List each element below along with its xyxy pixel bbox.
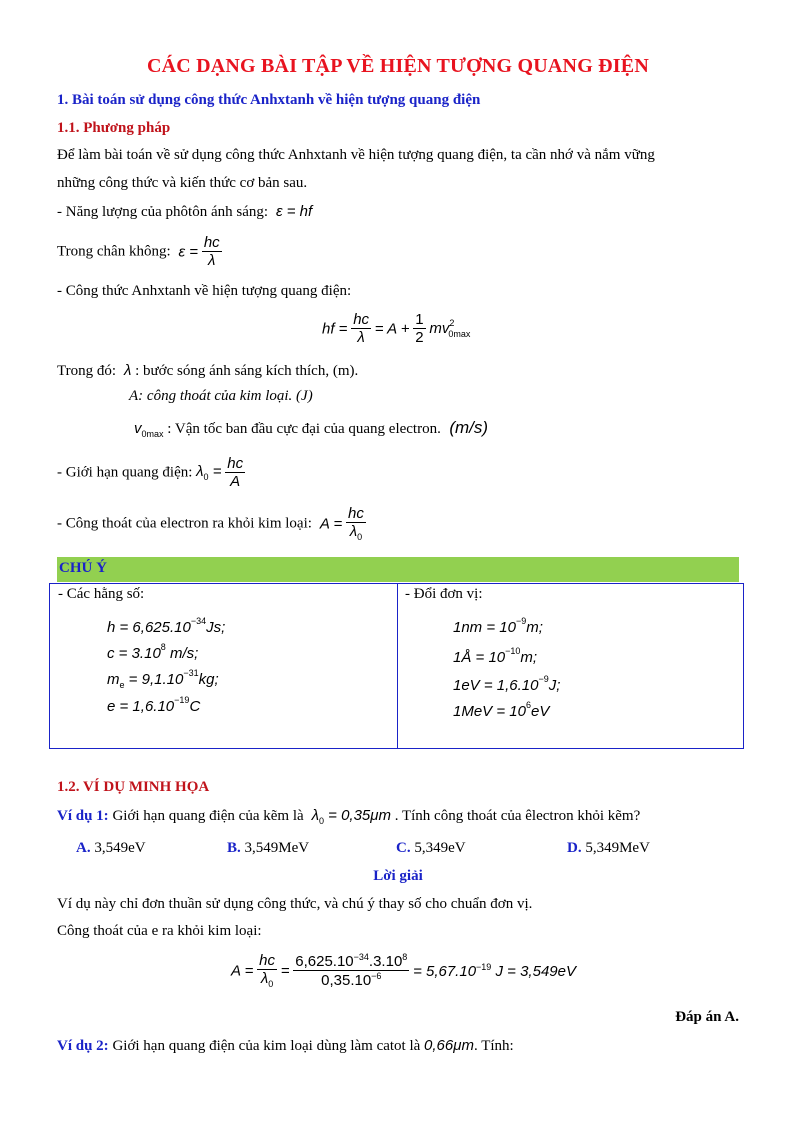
formula-einstein: hf = $\frac{hc}{\lambda}$ = A + $\frac{1}{2}$ $mv^2_{0max}$ [322, 311, 471, 347]
example-1-text-a: Giới hạn quang điện của kẽm là [112, 808, 304, 824]
example-2-value: 0,66 [424, 1037, 454, 1054]
unit-mev: $1MeV = 10^6eV$ [453, 700, 550, 720]
formula-hc-over-lambda: $\frac{hc}{\lambda}$ [203, 234, 220, 270]
option-d[interactable]: D. 5,349MeV [567, 840, 650, 856]
v-description: : Vận tốc ban đầu cực đại của quang electron. [167, 421, 441, 437]
section-1-heading: 1. Bài toán sử dụng công thức Anhxtanh về hiện tượng quang điện [57, 92, 481, 108]
solution-label: Lời giải [373, 868, 423, 884]
unit-angstrom: 1Å = $10^{-10}m$; [453, 646, 538, 666]
where-lambda-line: Trong đó: λ : bước sóng ánh sáng kích thích, (m). [57, 362, 359, 379]
photon-energy-line [57, 203, 312, 221]
unit-ev: $1eV = 1,6.10^{-9}J$; [453, 674, 561, 694]
lambda-description: : bước sóng ánh sáng kích thích, (m). [135, 363, 359, 379]
solution-line-1: Ví dụ này chỉ đơn thuần sử dụng công thức, và chú ý thay số cho chuẩn đơn vị. [57, 896, 533, 912]
section-1-2-heading: 1.2. VÍ DỤ MINH HỌA [57, 779, 210, 795]
page-title: CÁC DẠNG BÀI TẬP VỀ HIỆN TƯỢNG QUANG ĐIỆN [147, 55, 649, 77]
limit-label: - Giới hạn quang điện: [57, 464, 193, 481]
limit-line: - Giới hạn quang điện: $\lambda_0$ = $\frac{hc}{A}$ [57, 455, 244, 491]
example-2-label: Ví dụ 2: [57, 1038, 109, 1054]
einstein-label: - Công thức Anhxtanh về hiện tượng quang điện: [57, 283, 352, 299]
example-2-text-b: . Tính: [473, 1038, 514, 1054]
table-divider [397, 584, 398, 748]
work-function-label: - Công thoát của electron ra khỏi kim loại: [57, 515, 312, 532]
units-label: - Đổi đơn vị: [405, 586, 483, 602]
note-table [49, 583, 744, 749]
A-description: A: công thoát của kim loại. (J) [129, 388, 313, 404]
example-1-text-b: . Tính công thoát của êlectron khỏi kẽm? [394, 808, 641, 824]
option-a[interactable]: A. 3,549eV [76, 840, 146, 856]
unit-nm: $1nm = 10^{-9}m$; [453, 616, 543, 636]
photon-energy-label: - Năng lượng của phôtôn ánh sáng: [57, 204, 269, 220]
constants-label: - Các hằng số: [58, 586, 145, 602]
solution-line-2: Công thoát của e ra khỏi kim loại: [57, 923, 262, 939]
const-c: $c = 3.10^8$ m/s; [107, 642, 199, 662]
example-1-label: Ví dụ 1: [57, 808, 109, 824]
option-c[interactable]: C. 5,349eV [396, 840, 466, 856]
formula-solution: A = $\frac{hc}{\lambda_0}$ = $\frac{6,625.10^{-34}.3.10^8}{0,35.10^{-6}}$ = $5,67.10^{-19}$ J = 3,549eV [231, 952, 576, 990]
example-2-question: Ví dụ 2: Giới hạn quang điện của kim loại dùng làm catot là 0,66μm. Tính: [57, 1037, 514, 1054]
formula-energy: ε = hf [271, 203, 313, 220]
work-function-line: - Công thoát của electron ra khỏi kim loại: A = $\frac{hc}{\lambda_0}$ [57, 505, 364, 543]
const-me: $m_e = 9,1.10^{-31}kg$; [107, 668, 219, 690]
where-label: Trong đó: [57, 363, 117, 379]
section-1-1-heading: 1.1. Phương pháp [57, 120, 171, 136]
note-header [57, 557, 739, 582]
const-e: $e = 1,6.10^{-19}C$ [107, 695, 201, 715]
intro-line-2: những công thức và kiến thức cơ bản sau. [57, 175, 308, 191]
vacuum-label: Trong chân không: [57, 243, 171, 260]
note-title: CHÚ Ý [59, 560, 107, 576]
option-b[interactable]: B. 3,549MeV [227, 840, 310, 856]
example-2-text-a: Giới hạn quang điện của kim loại dùng làm catot là [112, 1038, 421, 1054]
const-h: $h = 6,625.10^{-34}Js$; [107, 616, 226, 636]
example-1-question: Ví dụ 1: Giới hạn quang điện của kẽm là $\lambda_0 = 0,35\mu m$ . Tính công thoát của êlectron khỏi kẽm? [57, 807, 641, 826]
answer-label: Đáp án A. [675, 1009, 739, 1025]
v-description-line: $v_{0max}$ : Vận tốc ban đầu cực đại của quang electron. (m/s) [134, 418, 489, 439]
intro-line-1: Để làm bài toán về sử dụng công thức Anhxtanh về hiện tượng quang điện, ta cần nhớ và nắm vững [57, 147, 655, 163]
vacuum-line: Trong chân không: ε = $\frac{hc}{\lambda}$ [57, 234, 220, 270]
